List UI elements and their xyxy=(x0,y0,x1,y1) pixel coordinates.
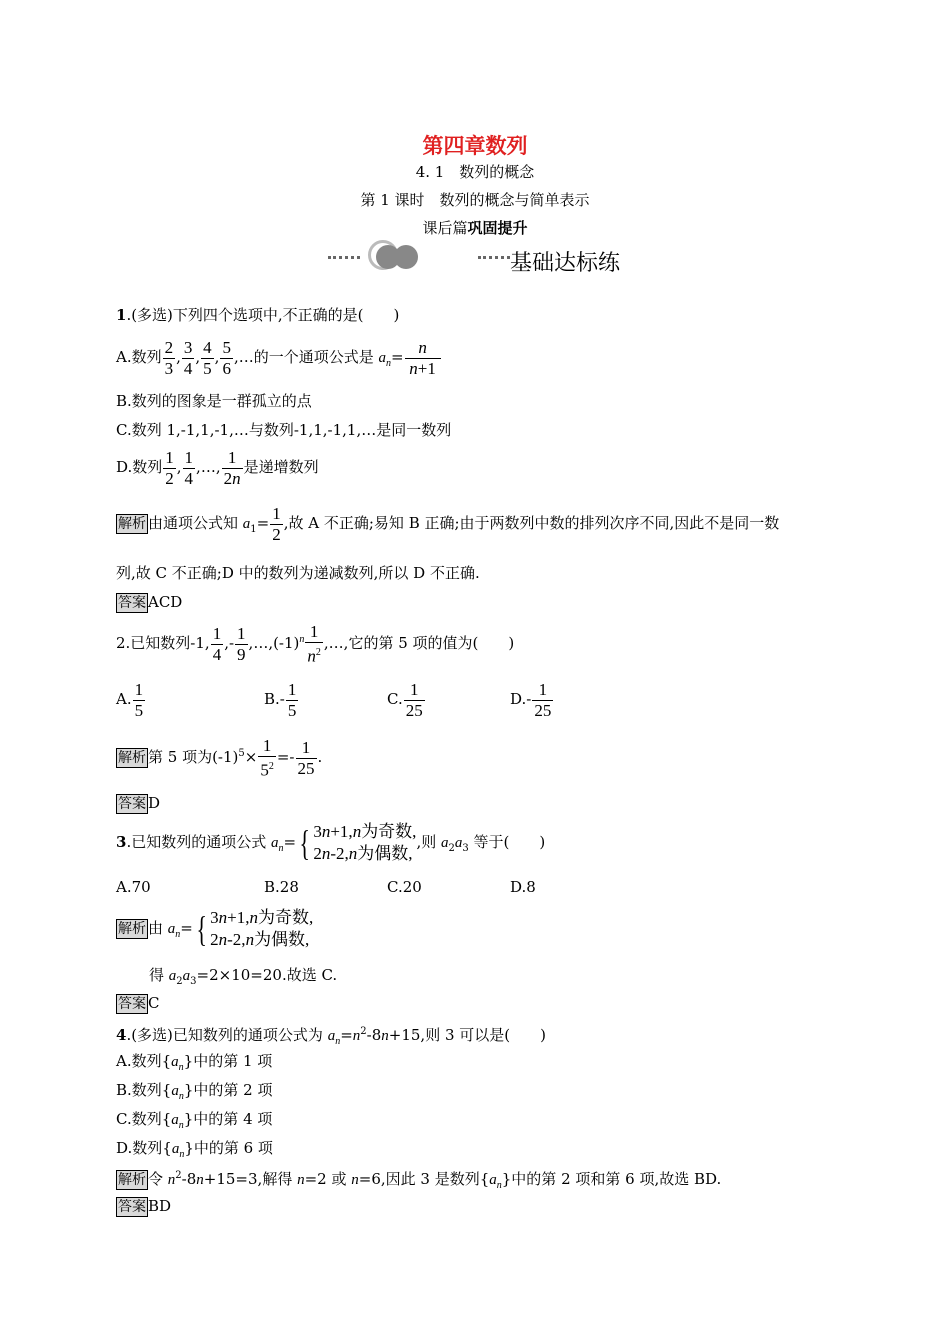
q2-option-c: C. $\frac{1}{25}$ xyxy=(387,679,423,720)
answer-tag: 答案 xyxy=(118,996,146,1012)
q1-option-b: B.数列的图象是一群孤立的点 xyxy=(116,392,312,410)
q3-option-a: A.70 xyxy=(116,878,151,896)
q3-option-c: C.20 xyxy=(387,878,422,896)
section-title: 4. 1 数列的概念 xyxy=(415,163,535,181)
q3-option-b: B.28 xyxy=(264,878,299,896)
q4-option-c: C.数列$\{a_n\}$中的第 4 项 xyxy=(116,1110,273,1131)
q3-stem: 3.已知数列的通项公式 $a_n=${ 3n+1,n为奇数, 2n-2,n为偶数, ,则 $a_2a_3$ 等于( ) xyxy=(116,822,546,863)
q4-stem: 4.(多选)已知数列的通项公式为 $a_n=n^2-8n+15$,则 3 可以是( ) xyxy=(116,1026,546,1047)
lesson-title: 第 1 课时 数列的概念与简单表示 xyxy=(360,191,590,209)
banner-circle-icon xyxy=(394,245,418,269)
q3-analysis: 解析 由 $a_n=${ 3n+1,n为奇数, 2n-2,n为偶数, xyxy=(118,908,314,949)
q2-answer: 答案 D xyxy=(118,794,161,812)
q3-answer: 答案 C xyxy=(118,994,160,1012)
q1-option-a: A.数列 $\frac{2}{3}$ , $\frac{3}{4}$ , $\frac{4}{5}$ , $\frac{5}{6}$ ,…的一个通项公式是 $a_n=$ $\frac{n}{n+1}$ xyxy=(116,336,442,385)
q1-answer: 答案 ACD xyxy=(118,593,183,611)
answer-tag: 答案 xyxy=(118,1199,146,1215)
q1-analysis-cont: 列,故 C 不正确;D 中的数列为递减数列,所以 D 不正确. xyxy=(116,564,480,582)
q4-option-d: D.数列$\{a_n\}$中的第 6 项 xyxy=(116,1139,273,1160)
chapter-title: 第四章数列 xyxy=(422,133,528,158)
q3-analysis-cont: 得 $a_2a_3=2\times 10=20$.故选 C. xyxy=(149,966,338,987)
analysis-tag: 解析 xyxy=(118,750,146,766)
q2-analysis: 解析 第 5 项为$(-1)^5\times$ $\frac{1}{5^2}$ =- $\frac{1}{25}$ . xyxy=(118,735,323,780)
analysis-tag: 解析 xyxy=(118,921,146,937)
answer-tag: 答案 xyxy=(118,595,146,611)
q1-stem: 1.(多选)下列四个选项中,不正确的是( ) xyxy=(116,306,400,324)
q3-option-d: D.8 xyxy=(510,878,536,896)
q1-option-c: C.数列 1,-1,1,-1,…与数列-1,1,-1,1,…是同一数列 xyxy=(116,421,452,439)
q1-analysis: 解析 由通项公式知 $a_1=$ $\frac{1}{2}$ ,故 A 不正确;易知 B 正确;由于两数列中数的排列次序不同,因此不是同一数 xyxy=(118,503,780,544)
q2-stem: 2.已知数列-1, $\frac{1}{4}$ ,- $\frac{1}{9}$ $,\dots,(-1)^n$ $\frac{1}{n^2}$ ,…,它的第 5 项的值为( ) xyxy=(116,621,515,666)
analysis-tag: 解析 xyxy=(118,1172,146,1188)
banner-dots-left xyxy=(328,256,360,259)
q4-analysis: 解析 令 $n^2-8n+15=3$,解得 n=2 或 n=6,因此 3 是数列$\{a_n\}$中的第 2 项和第 6 项,故选 BD. xyxy=(118,1170,722,1191)
q4-option-b: B.数列$\{a_n\}$中的第 2 项 xyxy=(116,1081,273,1102)
banner-title: 基础达标练 xyxy=(510,251,621,276)
q1-option-d: D.数列 $\frac{1}{2}$ , $\frac{1}{4}$ ,…, $\frac{1}{2n}$ 是递增数列 xyxy=(116,447,319,488)
banner-dots-right xyxy=(478,256,510,259)
analysis-tag: 解析 xyxy=(118,516,146,532)
q2-option-b: B.- $\frac{1}{5}$ xyxy=(264,679,297,720)
q4-option-a: A.数列$\{a_n\}$中的第 1 项 xyxy=(116,1052,273,1073)
q4-answer: 答案 BD xyxy=(118,1197,172,1215)
part-title: 课后篇巩固提升 xyxy=(422,219,528,237)
answer-tag: 答案 xyxy=(118,796,146,812)
q2-option-d: D.- $\frac{1}{25}$ xyxy=(510,679,552,720)
q2-option-a: A. $\frac{1}{5}$ xyxy=(116,679,144,720)
